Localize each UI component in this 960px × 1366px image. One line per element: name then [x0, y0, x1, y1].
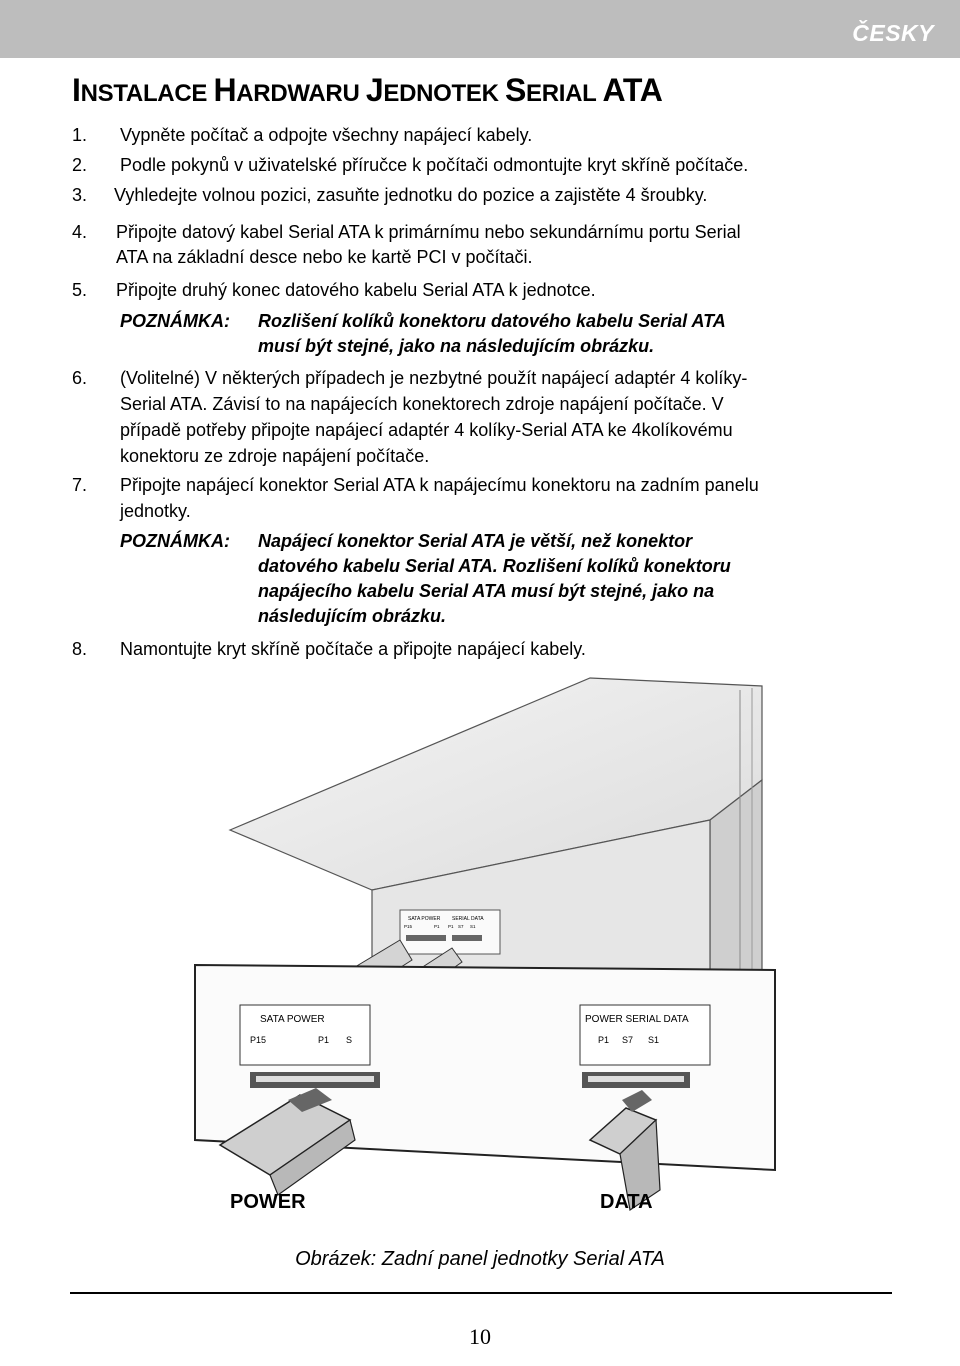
step-number: 3. [72, 185, 88, 205]
power-p15: P15 [250, 1035, 267, 1045]
step-text: ATA na základní desce nebo ke kartě PCI v počítači. [116, 247, 533, 267]
step-number: 8. [72, 639, 88, 659]
data-label: POWER SERIAL DATA [585, 1014, 689, 1025]
step-text: Serial ATA. Závisí to na napájecích konektorech zdroje napájení počítače. V [120, 394, 724, 414]
data-caption: DATA [600, 1191, 653, 1213]
power-caption: POWER [230, 1191, 306, 1213]
step-number: 6. [72, 368, 88, 388]
data-s7: S7 [622, 1035, 634, 1045]
title-rest: EDNOTEK [383, 80, 505, 107]
title-cap: I [72, 72, 81, 108]
note-text: Napájecí konektor Serial ATA je větší, než konektor [258, 531, 693, 551]
small-power-slot [406, 935, 446, 941]
small-power-label: SATA POWER [408, 916, 441, 922]
title-cap: ATA [602, 72, 663, 108]
small-s7: S7 [458, 924, 464, 929]
step-text: Vyhledejte volnou pozici, zasuňte jednotku do pozice a zajistěte 4 šroubky. [114, 185, 708, 205]
footer-divider [70, 1292, 892, 1294]
note-text: musí být stejné, jako na následujícím obrázku. [258, 336, 655, 356]
data-p1: P1 [598, 1035, 610, 1045]
step-text: Vypněte počítač a odpojte všechny napájecí kabely. [120, 125, 533, 145]
note-text: následujícím obrázku. [258, 606, 447, 626]
header-bar [0, 0, 960, 58]
step-number: 4. [72, 222, 88, 242]
step-text: jednotky. [120, 501, 191, 521]
data-s1: S1 [648, 1035, 660, 1045]
step-text: Připojte druhý konec datového kabelu Serial ATA k jednotce. [116, 280, 596, 300]
small-s1: S1 [470, 924, 476, 929]
title-rest: ERIAL [526, 80, 603, 107]
note-text: datového kabelu Serial ATA. Rozlišení kolíků konektoru [258, 556, 731, 576]
page-title [72, 72, 663, 109]
title-cap: S [504, 72, 527, 108]
small-data-slot [452, 935, 482, 941]
title-cap: J [365, 72, 384, 108]
title-rest: NSTALACE [80, 80, 214, 107]
step-number: 1. [72, 125, 88, 145]
page-number: 10 [469, 1324, 491, 1349]
title-rest: ARDWARU [236, 80, 366, 107]
step-number: 7. [72, 475, 88, 495]
step-text: Namontujte kryt skříně počítače a připojte napájecí kabely. [120, 639, 586, 659]
small-p1: P1 [434, 924, 440, 929]
step-number: 2. [72, 155, 88, 175]
note-label: POZNÁMKA: [120, 531, 230, 551]
step-text: (Volitelné) V některých případech je nezbytné použít napájecí adaptér 4 kolíky- [120, 368, 748, 388]
power-p1: P1 [318, 1035, 330, 1045]
drive-rear-panel-illustration [190, 670, 780, 1240]
note-text: Rozlišení kolíků konektoru datového kabelu Serial ATA [258, 311, 726, 331]
figure-caption: Obrázek: Zadní panel jednotky Serial ATA [295, 1248, 665, 1270]
small-p15: P15 [404, 924, 413, 929]
power-label: SATA POWER [260, 1014, 325, 1025]
step-text: případě potřeby připojte napájecí adaptér 4 kolíky-Serial ATA ke 4kolíkovému [120, 420, 733, 440]
step-text: Podle pokynů v uživatelské příručce k počítači odmontujte kryt skříně počítače. [120, 155, 749, 175]
step-text: Připojte napájecí konektor Serial ATA k napájecímu konektoru na zadním panelu [120, 475, 759, 495]
small-data-p1: P1 [448, 924, 454, 929]
step-number: 5. [72, 280, 88, 300]
power-s: S [346, 1035, 353, 1045]
header-language: ČESKY [852, 20, 934, 46]
step-text: konektoru ze zdroje napájení počítače. [120, 446, 430, 466]
small-data-label: SERIAL DATA [452, 916, 484, 922]
note-label: POZNÁMKA: [120, 311, 230, 331]
step-text: Připojte datový kabel Serial ATA k primárnímu nebo sekundárnímu portu Serial [116, 222, 741, 242]
title-cap: H [213, 72, 237, 108]
note-text: napájecího kabelu Serial ATA musí být stejné, jako na [258, 581, 715, 601]
